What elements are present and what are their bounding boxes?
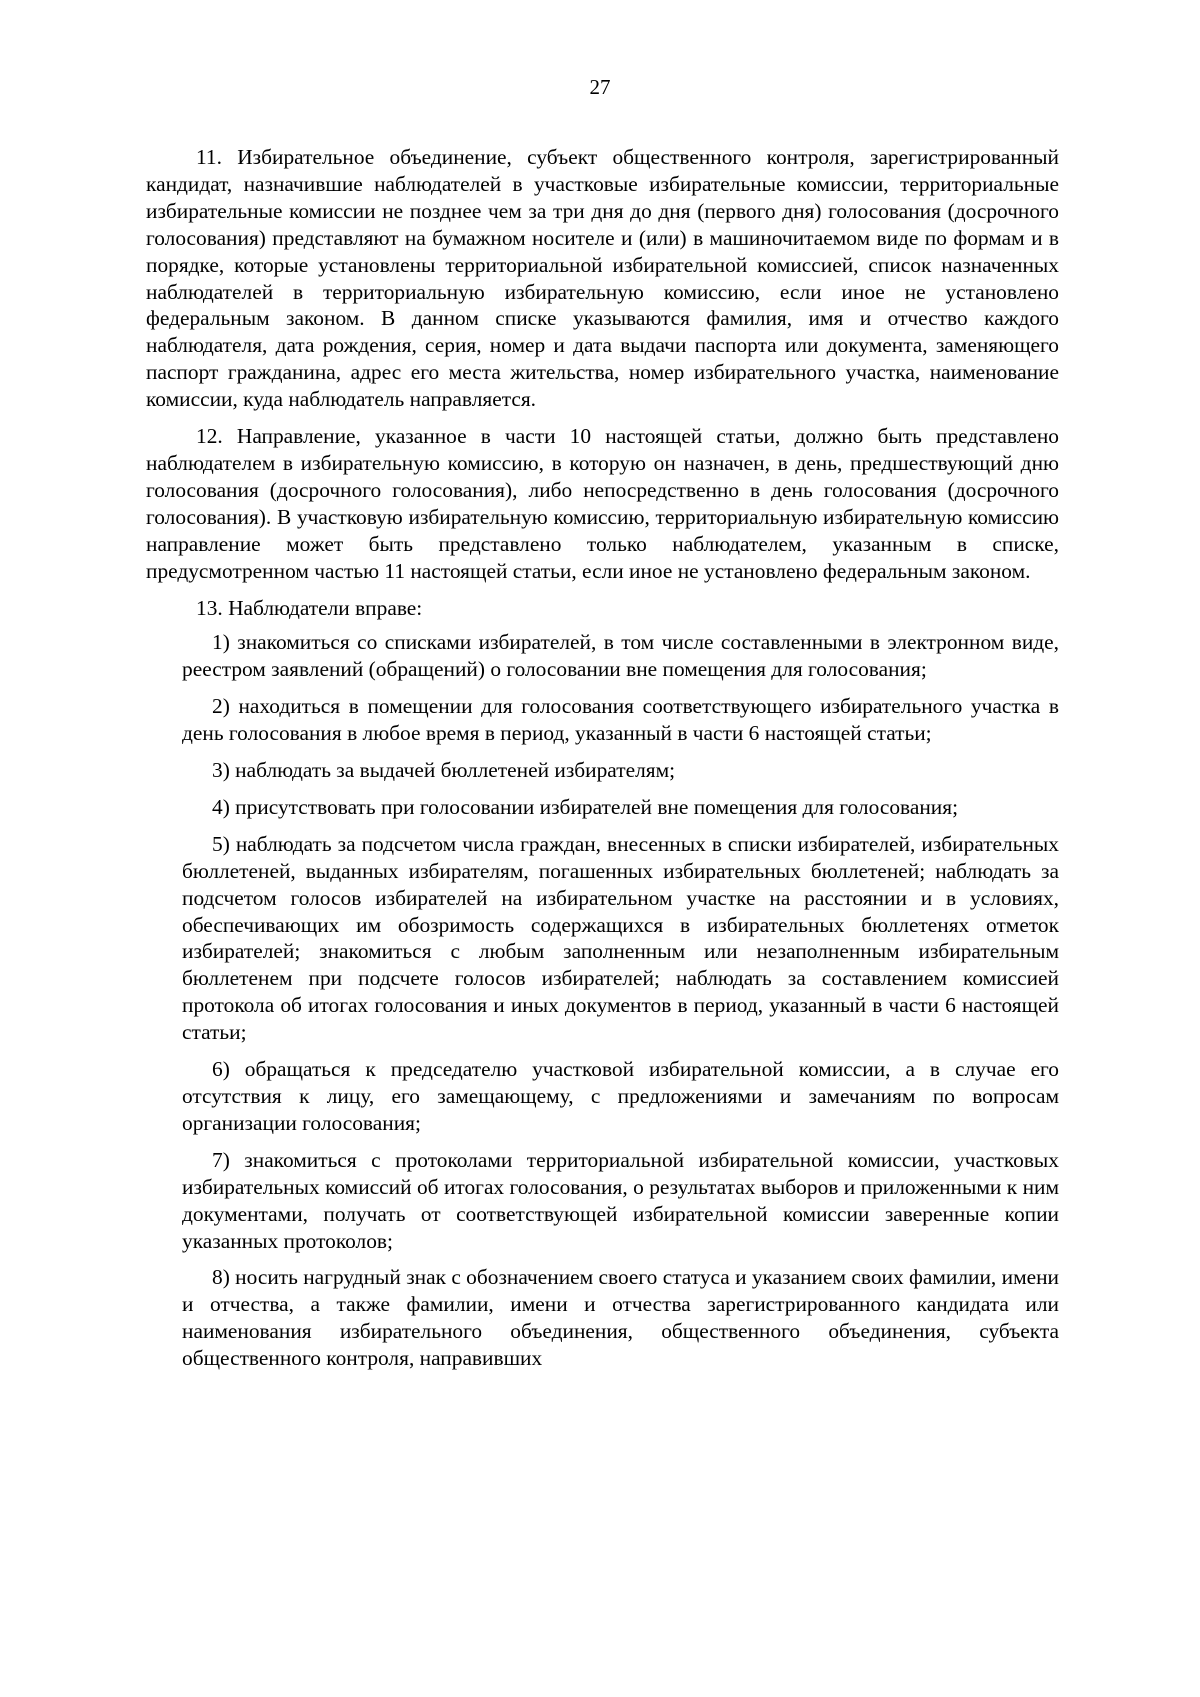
paragraph-11: 11. Избирательное объединение, субъект общественного контроля, зарегистрированный кандидат, назначившие наблюдателей в участковые избирательные комиссии, территориальные избирательные комиссии не позднее чем за три дня до дня (первого дня) голосования (досрочного голосования) представляют на бумажном носителе и (или) в машиночитаемом виде по формам и в порядке, которые установлены территориальной избирательной комиссией, список назначенных наблюдателей в территориальную избирательную комиссию, если иное не установлено федеральным законом. В данном списке указываются фамилия, имя и отчество каждого наблюдателя, дата рождения, серия, номер и дата выдачи паспорта или документа, заменяющего паспорт гражданина, адрес его места жительства, номер избирательного участка, наименование комиссии, куда наблюдатель направляется. xyxy=(146,145,1059,412)
page-number: 27 xyxy=(589,75,611,99)
observer-right-item-3: 3) наблюдать за выдачей бюллетеней избирателям; xyxy=(212,758,676,783)
observer-right-item-1: 1) знакомиться со списками избирателей, в том числе составленными в электронном виде, реестром заявлений (обращений) о голосовании вне помещения для голосования; xyxy=(182,630,1059,682)
observer-right-item-5: 5) наблюдать за подсчетом числа граждан, внесенных в списки избирателей, избирательных бюллетеней, выданных избирателям, погашенных избирательных бюллетеней; наблюдать за подсчетом голосов избирателей на избирательном участке на расстоянии и в условиях, обеспечивающих им обозримость содержащихся в избирательных бюллетенях отметок избирателей; знакомиться с любым заполненным или незаполненным избирательным бюллетенем при подсчете голосов избирателей; наблюдать за составлением комиссией протокола об итогах голосования и иных документов в период, указанный в части 6 настоящей статьи; xyxy=(182,831,1059,1045)
observer-right-item-7: 7) знакомиться с протоколами территориальной избирательной комиссии, участковых избирательных комиссий об итогах голосования, о результатах выборов и приложенными к ним документами, получать от соответствующей избирательной комиссии заверенные копии указанных протоколов; xyxy=(182,1147,1059,1253)
paragraph-13-heading: 13. Наблюдатели вправе: xyxy=(196,595,423,620)
document-body xyxy=(146,144,1059,1372)
observer-right-item-2: 2) находиться в помещении для голосования соответствующего избирательного участка в день голосования в любое время в период, указанный в части 6 настоящей статьи; xyxy=(182,694,1059,746)
observer-right-item-4: 4) присутствовать при голосовании избирателей вне помещения для голосования; xyxy=(212,794,959,819)
observer-right-item-8: 8) носить нагрудный знак с обозначением своего статуса и указанием своих фамилии, имени и отчества, а также фамилии, имени и отчества зарегистрированного кандидата или наименования избирательного объединения, общественного объединения, субъекта общественного контроля, направивших xyxy=(182,1265,1059,1371)
observer-right-item-6: 6) обращаться к председателю участковой избирательной комиссии, а в случае его отсутствия к лицу, его замещающему, с предложениями и замечаниям по вопросам организации голосования; xyxy=(182,1057,1059,1135)
paragraph-12: 12. Направление, указанное в части 10 настоящей статьи, должно быть представлено наблюдателем в избирательную комиссию, в которую он назначен, в день, предшествующий дню голосования (досрочного голосования), либо непосредственно в день голосования (досрочного голосования). В участковую избирательную комиссию, территориальную избирательную комиссию направление может быть представлено только наблюдателем, указанным в списке, предусмотренном частью 11 настоящей статьи, если иное не установлено федеральным законом. xyxy=(146,424,1059,583)
